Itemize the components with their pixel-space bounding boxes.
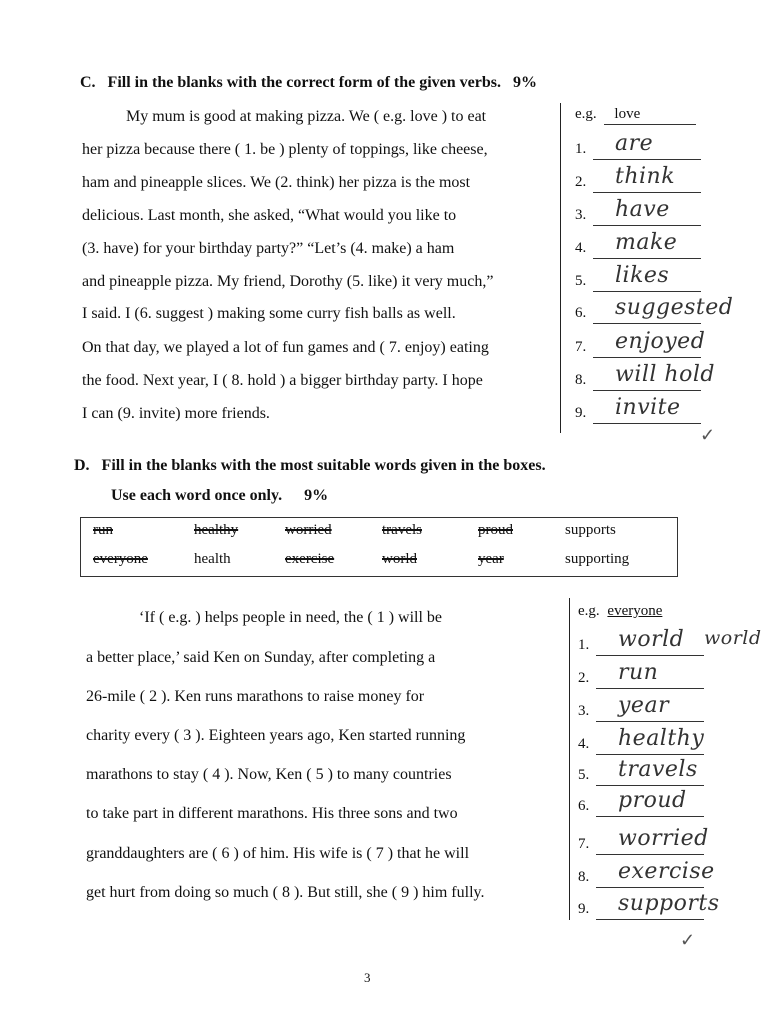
word-box-item: supports bbox=[565, 522, 616, 538]
answer-row bbox=[578, 901, 600, 918]
passage-line: 26-mile ( 2 ). Ken runs marathons to raise money for bbox=[86, 688, 425, 705]
answer-number: 3. bbox=[578, 703, 590, 719]
answer-number: 2. bbox=[575, 174, 587, 190]
handwritten-answer: suggested bbox=[615, 295, 734, 320]
answer-line bbox=[593, 258, 701, 259]
answer-line bbox=[596, 655, 704, 656]
passage-line: (3. have) for your birthday party?” “Let’s (4. make) a ham bbox=[82, 240, 455, 257]
handwritten-answer: run bbox=[618, 660, 659, 685]
passage-line: delicious. Last month, she asked, “What would you like to bbox=[82, 207, 457, 224]
handwritten-answer: healthy bbox=[618, 726, 705, 751]
answer-line bbox=[596, 919, 704, 920]
passage-line: get hurt from doing so much ( 8 ). But still, she ( 9 ) him fully. bbox=[86, 884, 485, 901]
passage-line: I said. I (6. suggest ) making some curry fish balls as well. bbox=[82, 305, 456, 322]
answer-number: 9. bbox=[575, 405, 587, 421]
handwritten-answer: enjoyed bbox=[615, 329, 706, 354]
word-box-item: exercise bbox=[285, 551, 335, 567]
answer-number: 1. bbox=[575, 141, 587, 157]
word-box-item: worried bbox=[285, 522, 332, 538]
section-d-divider bbox=[569, 598, 570, 920]
answer-row bbox=[578, 798, 600, 815]
handwritten-answer: proud bbox=[618, 788, 687, 813]
answer-row bbox=[578, 703, 600, 720]
handwritten-answer: year bbox=[618, 693, 670, 718]
passage-line: ‘If ( e.g. ) helps people in need, the ( 1 ) will be bbox=[139, 609, 443, 626]
answer-line bbox=[593, 423, 701, 424]
answer-line bbox=[596, 688, 704, 689]
answer-row bbox=[578, 767, 600, 784]
answer-number: 7. bbox=[578, 836, 590, 852]
word-box-item: supporting bbox=[565, 551, 630, 567]
answer-row bbox=[578, 869, 600, 886]
passage-line: and pineapple pizza. My friend, Dorothy (5. like) it very much,” bbox=[82, 273, 494, 290]
word-box-item: healthy bbox=[194, 522, 239, 538]
section-c-percent: 9% bbox=[513, 74, 537, 91]
answer-number: 8. bbox=[575, 372, 587, 388]
passage-line: My mum is good at making pizza. We ( e.g. love ) to eat bbox=[126, 108, 487, 125]
answer-line bbox=[596, 754, 704, 755]
answer-line bbox=[593, 390, 701, 391]
passage-line: her pizza because there ( 1. be ) plenty of toppings, like cheese, bbox=[82, 141, 488, 158]
passage-line: a better place,’ said Ken on Sunday, after completing a bbox=[86, 649, 436, 666]
handwritten-answer: world bbox=[618, 627, 685, 652]
passage-line: granddaughters are ( 6 ) of him. His wife is ( 7 ) that he will bbox=[86, 845, 470, 862]
section-d-example: e.g. everyone bbox=[578, 603, 663, 619]
answer-number: 6. bbox=[578, 798, 590, 814]
answer-row bbox=[575, 273, 597, 290]
example-answer: love bbox=[614, 106, 641, 122]
answer-line bbox=[593, 291, 701, 292]
word-box-item: proud bbox=[478, 522, 513, 538]
section-d-heading: D. Fill in the blanks with the most suitable words given in the boxes. bbox=[74, 457, 546, 474]
word-box-item: health bbox=[194, 551, 231, 567]
handwritten-answer: exercise bbox=[618, 859, 715, 884]
section-d-subheading: Use each word once only. 9% bbox=[111, 487, 329, 504]
answer-number: 1. bbox=[578, 637, 590, 653]
answer-number: 3. bbox=[575, 207, 587, 223]
answer-line bbox=[596, 816, 704, 817]
answer-number: 8. bbox=[578, 869, 590, 885]
passage-line: the food. Next year, I ( 8. hold ) a bigger birthday party. I hope bbox=[82, 372, 483, 389]
word-box-item: travels bbox=[382, 522, 422, 538]
answer-row bbox=[575, 405, 597, 422]
word-box-item: everyone bbox=[93, 551, 148, 567]
answer-row bbox=[578, 670, 600, 687]
answer-line bbox=[593, 357, 701, 358]
handwritten-answer: make bbox=[615, 230, 678, 255]
answer-number: 5. bbox=[578, 767, 590, 783]
answer-row bbox=[575, 305, 597, 322]
answer-row bbox=[575, 141, 597, 158]
answer-row bbox=[578, 836, 600, 853]
passage-line: ham and pineapple slices. We (2. think) her pizza is the most bbox=[82, 174, 471, 191]
page-number: 3 bbox=[364, 970, 371, 985]
section-d-percent: 9% bbox=[304, 487, 329, 504]
passage-line: On that day, we played a lot of fun games and ( 7. enjoy) eating bbox=[82, 339, 489, 356]
section-c-divider bbox=[560, 103, 561, 433]
handwritten-answer: travels bbox=[618, 757, 698, 782]
answer-line bbox=[593, 323, 701, 324]
answer-line bbox=[593, 225, 701, 226]
answer-row bbox=[578, 637, 600, 654]
answer-line bbox=[596, 721, 704, 722]
word-box-item: year bbox=[478, 551, 504, 567]
answer-row bbox=[575, 372, 597, 389]
answer-row bbox=[575, 339, 597, 356]
handwritten-answer-extra: world bbox=[704, 627, 762, 649]
answer-row bbox=[575, 240, 597, 257]
answer-number: 6. bbox=[575, 305, 587, 321]
answer-number: 4. bbox=[575, 240, 587, 256]
passage-line: to take part in different marathons. His three sons and two bbox=[86, 805, 458, 822]
grading-tick-icon: ✓ bbox=[700, 425, 716, 445]
passage-line: charity every ( 3 ). Eighteen years ago, Ken started running bbox=[86, 727, 466, 744]
answer-row bbox=[575, 174, 597, 191]
handwritten-answer: have bbox=[615, 197, 670, 222]
answer-number: 5. bbox=[575, 273, 587, 289]
example-answer: everyone bbox=[607, 603, 663, 619]
handwritten-answer: will hold bbox=[615, 362, 715, 387]
answer-line bbox=[596, 887, 704, 888]
example-answer-line bbox=[604, 124, 696, 125]
handwritten-answer: are bbox=[615, 131, 654, 156]
answer-number: 7. bbox=[575, 339, 587, 355]
word-box-item: run bbox=[93, 522, 113, 538]
answer-number: 9. bbox=[578, 901, 590, 917]
passage-line: marathons to stay ( 4 ). Now, Ken ( 5 ) to many countries bbox=[86, 766, 452, 783]
handwritten-answer: worried bbox=[618, 826, 709, 851]
answer-row bbox=[575, 207, 597, 224]
answer-line bbox=[596, 854, 704, 855]
section-c-heading: C. Fill in the blanks with the correct form of the given verbs. 9% bbox=[80, 74, 537, 91]
answer-line bbox=[593, 192, 701, 193]
answer-number: 4. bbox=[578, 736, 590, 752]
answer-line bbox=[596, 785, 704, 786]
grading-tick-icon: ✓ bbox=[680, 930, 696, 950]
handwritten-answer: likes bbox=[615, 263, 670, 288]
answer-number: 2. bbox=[578, 670, 590, 686]
answer-line bbox=[593, 159, 701, 160]
section-c-example: e.g. love bbox=[575, 106, 641, 122]
handwritten-answer: think bbox=[615, 164, 676, 189]
word-box-item: world bbox=[382, 551, 417, 567]
handwritten-answer: supports bbox=[618, 891, 720, 916]
handwritten-answer: invite bbox=[615, 395, 681, 420]
answer-row bbox=[578, 736, 600, 753]
passage-line: I can (9. invite) more friends. bbox=[82, 405, 270, 422]
